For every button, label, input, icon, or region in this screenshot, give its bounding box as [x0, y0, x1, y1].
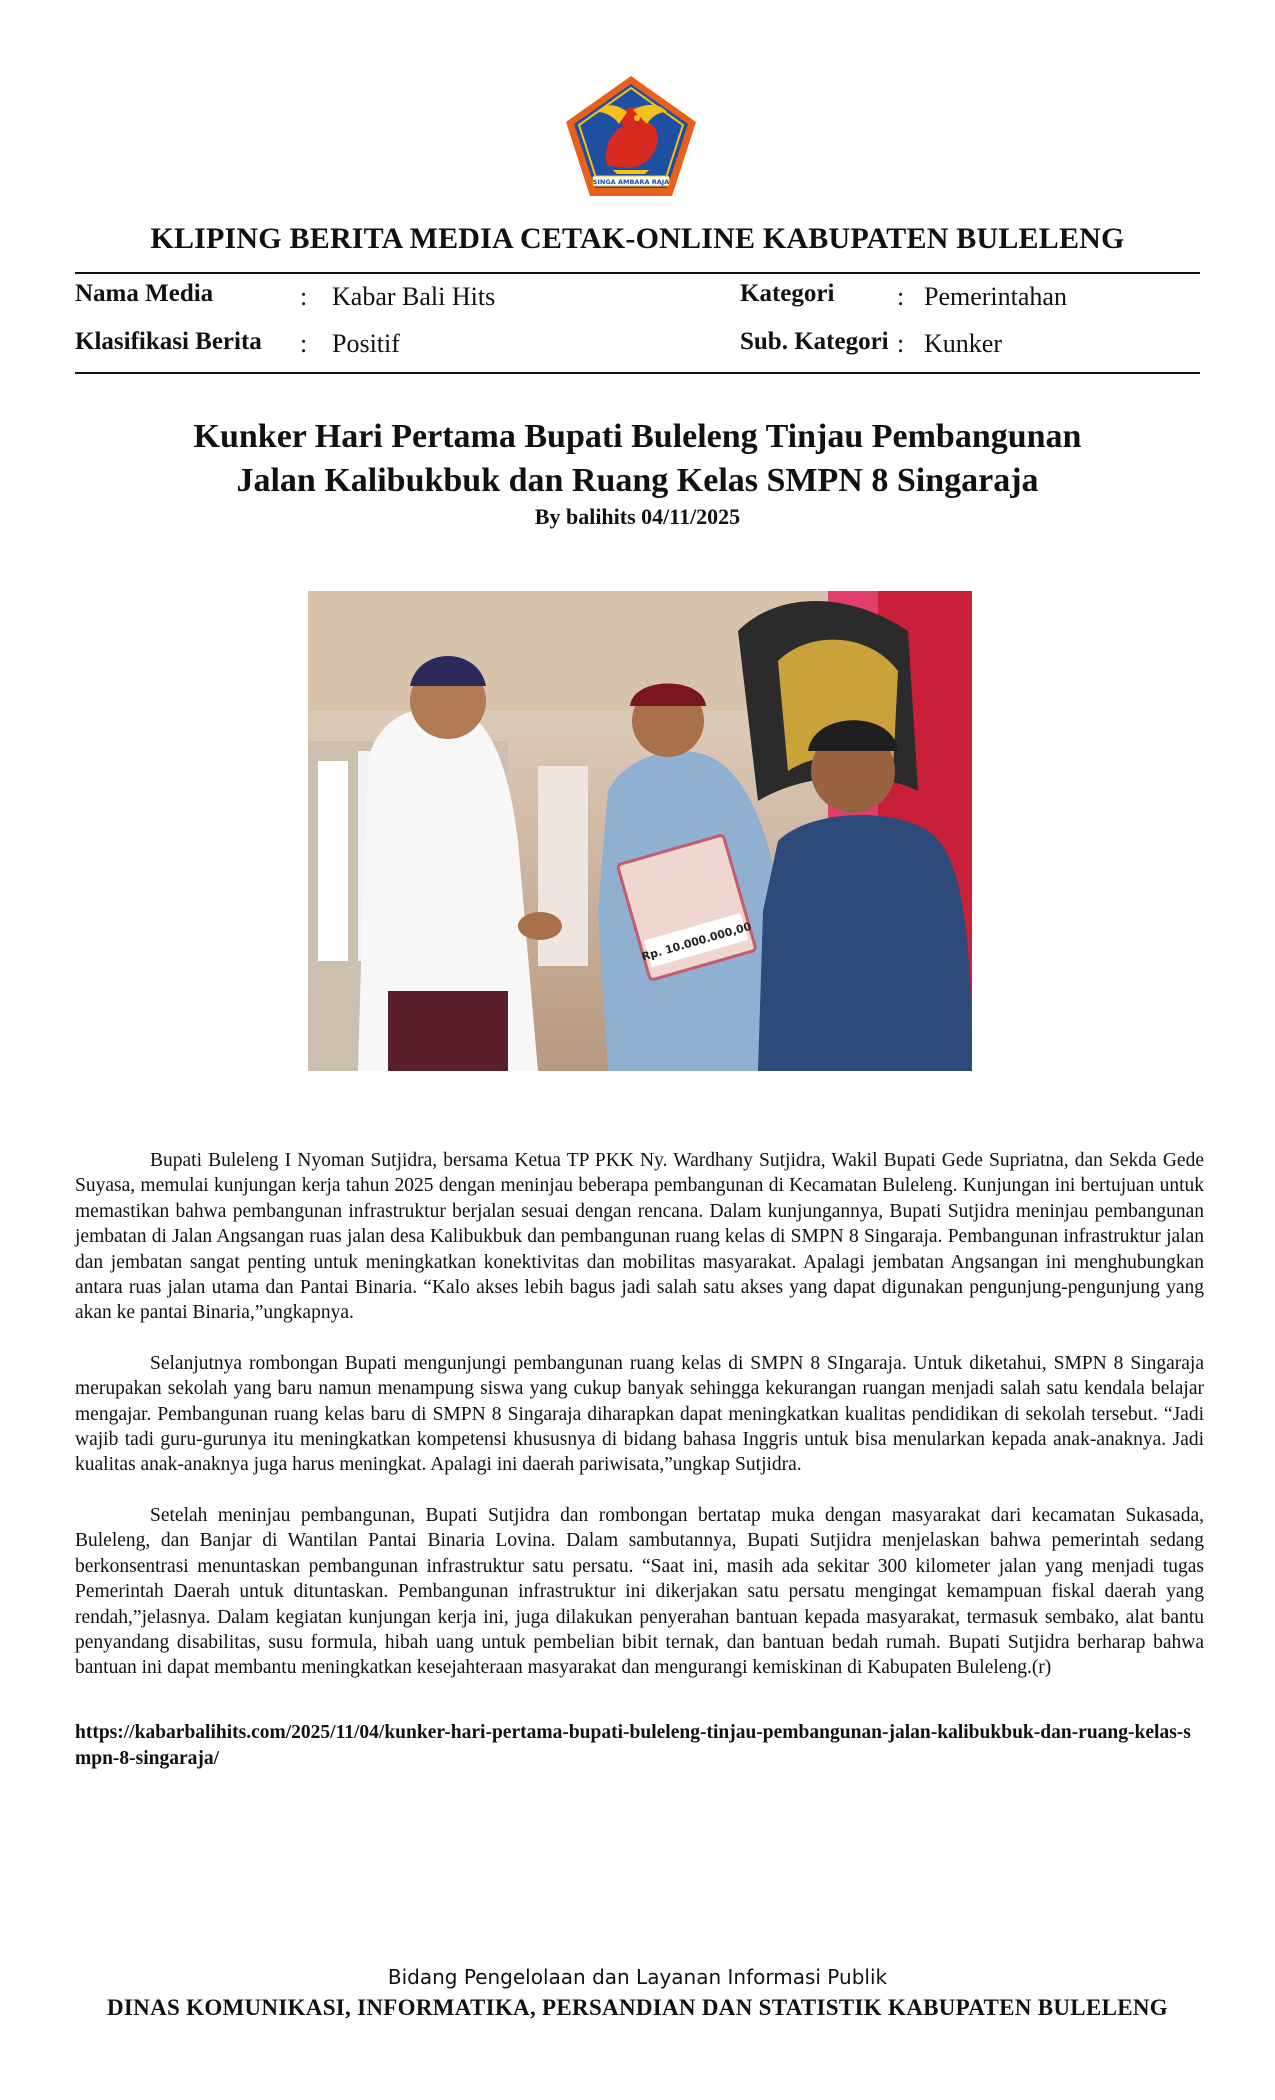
article-title-line1: Kunker Hari Pertama Bupati Buleleng Tinjau Pembangunan — [193, 418, 1082, 455]
classification-label: Klasifikasi Berita — [75, 328, 262, 355]
subcategory-value: Kunker — [924, 329, 1002, 358]
category-value: Pemerintahan — [924, 282, 1067, 311]
article-title — [0, 415, 1275, 503]
header-bottom-rule — [75, 372, 1200, 374]
article-paragraph: Setelah meninjau pembangunan, Bupati Sutjidra dan rombongan bertatap muka dengan masyarakat dari kecamatan Sukasada, Buleleng, dan Banjar di Wantilan Pantai Binaria Lovina. Dalam sambutannya, Bupati Sutjidra menjelaskan bahwa pemerintah sedang berkonsentrasi menuntaskan pembangunan infrastruktur satu persatu. “Saat ini, masih ada sekitar 300 kilometer jalan yang menjadi tugas Pemerintah Daerah untuk dituntaskan. Pembangunan infrastruktur ini dikerjakan satu persatu mengingat kemampuan fiskal daerah yang rendah,”jelasnya. Dalam kegiatan kunjungan kerja ini, juga dilakukan penyerahan bantuan kepada masyarakat, termasuk sembako, alat bantu penyandang disabilitas, susu formula, hibah uang untuk pembelian bibit ternak, dan bantuan bedah rumah. Bupati Sutjidra berharap bahwa bantuan ini dapat membantu meningkatkan kesejahteraan masyarakat dan mengurangi kemiskinan di Kabupaten Buleleng.(r) — [75, 1504, 1204, 1679]
footer-department: Bidang Pengelolaan dan Layanan Informasi Publik — [387, 1965, 888, 1989]
header-top-rule — [75, 272, 1200, 274]
article-byline: By balihits 04/11/2025 — [534, 504, 741, 529]
media-value: Kabar Bali Hits — [332, 282, 496, 311]
category-label: Kategori — [740, 280, 835, 307]
article-photo — [308, 591, 972, 1071]
media-label: Nama Media — [75, 280, 214, 307]
media-colon: : — [300, 282, 308, 311]
article-paragraph: Selanjutnya rombongan Bupati mengunjungi pembangunan ruang kelas di SMPN 8 SIngaraja. Untuk diketahui, SMPN 8 Singaraja merupakan sekolah yang baru namun menampung siswa yang cukup banyak sehingga kekurangan ruangan menjadi salah satu kendala belajar mengajar. Pembangunan ruang kelas baru di SMPN 8 Singaraja diharapkan dapat meningkatkan kualitas pendidikan di sekolah tersebut. “Jadi wajib tadi guru-gurunya itu meningkatkan kompetensi khususnya di bidang bahasa Inggris untuk bisa menularkan kepada anak-anaknya. Jadi kualitas anak-anaknya juga harus meningkat. Apalagi ini daerah pariwisata,”ungkap Sutjidra. — [75, 1352, 1204, 1476]
donation-board-text: Rp. 10.000.000,00 — [640, 919, 753, 964]
article-title-line2: Jalan Kalibukbuk dan Ruang Kelas SMPN 8 Singaraja — [236, 462, 1039, 499]
classification-value: Positif — [332, 329, 400, 358]
subcategory-colon: : — [897, 329, 905, 358]
regency-crest-icon — [563, 74, 699, 200]
source-url-link[interactable]: https://kabarbalihits.com/2025/11/04/kunker-hari-pertama-bupati-buleleng-tinjau-pembangunan-jalan-kalibukbuk-dan-ruang-kelas-smpn-8-singaraja/ — [75, 1722, 1191, 1769]
document-header-title: KLIPING BERITA MEDIA CETAK-ONLINE KABUPATEN BULELENG — [150, 222, 1125, 255]
handover-ceremony-photo — [308, 591, 972, 1071]
category-colon: : — [897, 282, 905, 311]
footer-organization: DINAS KOMUNIKASI, INFORMATIKA, PERSANDIAN DAN STATISTIK KABUPATEN BULELENG — [107, 1995, 1168, 2020]
article-body — [75, 1148, 1204, 1706]
article-paragraph: Bupati Buleleng I Nyoman Sutjidra, bersama Ketua TP PKK Ny. Wardhany Sutjidra, Wakil Bupati Gede Supriatna, dan Sekda Gede Suyasa, memulai kunjungan kerja tahun 2025 dengan meninjau beberapa pembangunan di Kecamatan Buleleng. Kunjungan ini bertujuan untuk memastikan bahwa pembangunan infrastruktur berjalan sesuai dengan rencana. Dalam kunjungannya, Bupati Sutjidra meninjau pembangunan jembatan di Jalan Angsangan ruas jalan desa Kalibukbuk dan pembangunan ruang kelas di SMPN 8 Singaraja. Pembangunan infrastruktur jalan dan jembatan sangat penting untuk meningkatkan konektivitas dan mobilitas masyarakat. Apalagi jembatan Angsangan ini menghubungkan antara ruas jalan utama dan Pantai Binaria. “Kalo akses lebih bagus jadi salah satu akses yang dapat digunakan pengunjung-pengunjung yang akan ke pantai Binaria,”ungkapnya. — [75, 1150, 1204, 1324]
crest-motto: SINGA AMBARA RAJA — [592, 178, 670, 186]
subcategory-label: Sub. Kategori — [740, 328, 889, 355]
regency-crest-logo — [563, 74, 699, 200]
classification-colon: : — [300, 329, 308, 358]
